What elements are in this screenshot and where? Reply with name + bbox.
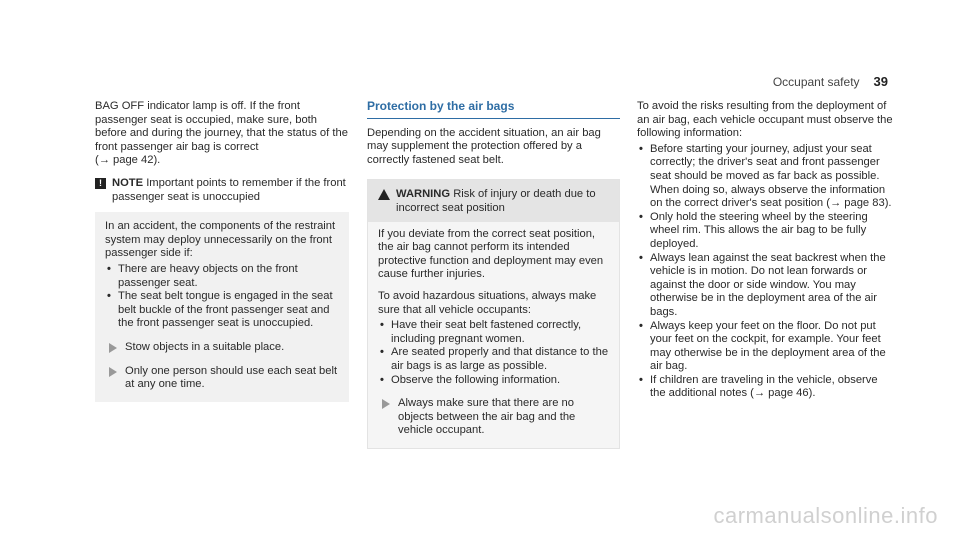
note-header — [95, 177, 349, 204]
instruction: Always make sure that there are no objects between the air bag and the vehicle occupant. — [378, 397, 609, 438]
column-right — [637, 100, 893, 401]
arrow-right-icon — [109, 343, 117, 353]
list-item: • Always keep your feet on the floor. Do not put your feet on the cockpit, for example. Your feet may otherwise be in the deployment area of the air bag. — [637, 320, 893, 374]
column-middle — [367, 100, 620, 449]
warning-list — [378, 319, 609, 387]
warning-paragraph: If you deviate from the correct seat position, the air bag cannot perform its intended protective function and deployment may even cause further injuries. — [378, 227, 604, 281]
note-box — [95, 212, 349, 402]
note-list — [105, 263, 339, 331]
list-item: • There are heavy objects on the front passenger seat. — [105, 263, 339, 290]
list-item: • Always lean against the seat backrest when the vehicle is in motion. Do not lean forwards or against the door or side window. You may otherwise be in the deployment area of the air bags. — [637, 252, 893, 320]
list-item: • If children are traveling in the vehicle, observe the additional notes (→ page 46). — [637, 374, 893, 401]
safety-list — [637, 143, 893, 401]
column-left — [95, 100, 349, 402]
warning-paragraph: To avoid hazardous situations, always make sure that all vehicle occupants: — [378, 289, 597, 316]
instruction: Only one person should use each seat belt at any one time. — [105, 365, 339, 392]
note-title: Important points to remember if the front passenger seat is unoccupied — [112, 176, 346, 203]
arrow-right-icon — [109, 367, 117, 377]
list-item: • Are seated properly and that distance to the air bags is as large as possible. — [378, 346, 609, 373]
page-number: 39 — [873, 74, 888, 89]
page-reference[interactable]: (→ page 42). — [95, 154, 161, 167]
intro-paragraph: BAG OFF indicator lamp is off. If the front passenger seat is occupied, make sure, both before and during the journey, that the status of the front passenger air bag is correct (→ page 42). — [95, 100, 348, 167]
list-item: • The seat belt tongue is engaged in the seat belt buckle of the front passenger seat and the front passenger seat is unoccupied. — [105, 290, 339, 331]
page-header — [773, 75, 888, 90]
warning-title: Risk of injury or death due to incorrect seat position — [396, 188, 596, 214]
warning-header — [368, 180, 619, 221]
note-body: In an accident, the components of the restraint system may deploy unnecessarily on the front passenger side if: — [105, 220, 336, 260]
list-item: • Before starting your journey, adjust your seat correctly; the driver's seat and front passenger seat should be moved as far back as possible. When doing so, always observe the information on the correct driver's seat position (→ page 83). — [637, 143, 893, 211]
list-item: • Only hold the steering wheel by the steering wheel rim. This allows the air bag to be fully deployed. — [637, 211, 893, 252]
intro-paragraph: To avoid the risks resulting from the deployment of an air bag, each vehicle occupant must observe the following information: — [637, 100, 893, 140]
exclamation-icon: ! — [95, 178, 106, 189]
arrow-right-icon — [382, 399, 390, 409]
note-label: NOTE — [112, 176, 144, 189]
section-heading: Protection by the air bags — [367, 100, 620, 119]
instruction: Stow objects in a suitable place. — [105, 341, 339, 355]
section-title: Occupant safety — [772, 75, 860, 89]
watermark: carmanualsonline.info — [713, 503, 938, 529]
intro-paragraph: Depending on the accident situation, an air bag may supplement the protection offered by a correctly fastened seat belt. — [367, 126, 601, 166]
warning-label: WARNING — [396, 188, 451, 201]
list-item-extra: When doing so, always observe the information on the correct driver's seat position (→ page 83). — [650, 183, 892, 210]
list-item: • Observe the following information. — [378, 374, 609, 388]
list-item: • Have their seat belt fastened correctly, including pregnant women. — [378, 319, 609, 346]
warning-triangle-icon — [378, 189, 390, 200]
warning-box — [367, 179, 620, 449]
